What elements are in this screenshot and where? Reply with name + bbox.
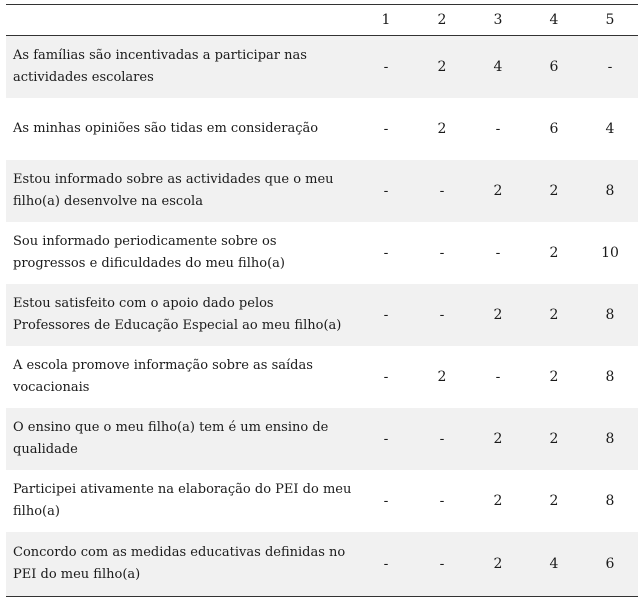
question-cell: Sou informado periodicamente sobre os progressos e dificuldades do meu filho(a) <box>13 234 285 271</box>
value-cell: 2 <box>437 369 447 385</box>
survey-table-container <box>6 4 638 597</box>
value-cell: - <box>414 160 470 222</box>
value-cell: - <box>414 408 470 470</box>
value-cell: 10 <box>601 245 619 261</box>
table-row <box>6 532 638 597</box>
table-row <box>6 470 638 532</box>
value-cell: 6 <box>526 36 582 99</box>
value-cell: 2 <box>414 36 470 99</box>
value-cell: - <box>439 245 445 261</box>
value-cell: 4 <box>470 36 526 99</box>
value-cell: - <box>383 493 389 509</box>
value-cell: - <box>358 408 414 470</box>
value-cell: - <box>358 532 414 597</box>
value-cell: - <box>383 369 389 385</box>
value-cell: 2 <box>470 160 526 222</box>
value-cell: - <box>358 160 414 222</box>
header-question-column <box>6 5 358 36</box>
value-cell: - <box>414 532 470 597</box>
value-cell: 2 <box>526 284 582 346</box>
table-row <box>6 346 638 408</box>
header-scale-2: 2 <box>414 5 470 36</box>
table-body <box>6 36 638 597</box>
question-cell: Participei ativamente na elaboração do PEI do meu filho(a) <box>13 482 352 519</box>
value-cell: 8 <box>582 160 638 222</box>
question-cell: Concordo com as medidas educativas definidas no PEI do meu filho(a) <box>6 532 358 597</box>
value-cell: - <box>495 245 501 261</box>
value-cell: - <box>358 36 414 99</box>
value-cell: 2 <box>470 284 526 346</box>
value-cell: 2 <box>437 121 447 137</box>
value-cell: 2 <box>549 245 559 261</box>
question-cell: A escola promove informação sobre as saídas vocacionais <box>13 358 313 395</box>
question-cell: As famílias são incentivadas a participar nas actividades escolares <box>6 36 358 99</box>
value-cell: - <box>383 121 389 137</box>
table-row <box>6 408 638 470</box>
value-cell: - <box>383 245 389 261</box>
table-row <box>6 284 638 346</box>
value-cell: 2 <box>470 408 526 470</box>
value-cell: - <box>358 284 414 346</box>
header-scale-4: 4 <box>526 5 582 36</box>
header-row <box>6 5 638 36</box>
value-cell: 4 <box>526 532 582 597</box>
value-cell: - <box>582 36 638 99</box>
value-cell: - <box>414 284 470 346</box>
question-cell: Estou satisfeito com o apoio dado pelos Professores de Educação Especial ao meu filho(a) <box>6 284 358 346</box>
value-cell: 4 <box>605 121 615 137</box>
value-cell: 8 <box>605 369 615 385</box>
table-row <box>6 98 638 160</box>
table-header <box>6 5 638 36</box>
header-scale-3: 3 <box>470 5 526 36</box>
value-cell: 2 <box>526 160 582 222</box>
question-cell: Estou informado sobre as actividades que o meu filho(a) desenvolve na escola <box>6 160 358 222</box>
value-cell: 6 <box>582 532 638 597</box>
table-row <box>6 222 638 284</box>
value-cell: 8 <box>582 408 638 470</box>
survey-table <box>6 4 638 597</box>
value-cell: - <box>495 121 501 137</box>
value-cell: 2 <box>493 493 503 509</box>
value-cell: 2 <box>549 493 559 509</box>
value-cell: - <box>439 493 445 509</box>
header-scale-1: 1 <box>358 5 414 36</box>
question-cell: As minhas opiniões são tidas em consideração <box>13 121 319 136</box>
table-row <box>6 36 638 99</box>
question-cell: O ensino que o meu filho(a) tem é um ensino de qualidade <box>6 408 358 470</box>
value-cell: 2 <box>470 532 526 597</box>
value-cell: 2 <box>526 408 582 470</box>
value-cell: - <box>495 369 501 385</box>
value-cell: 8 <box>582 284 638 346</box>
value-cell: 2 <box>549 369 559 385</box>
value-cell: 8 <box>605 493 615 509</box>
value-cell: 6 <box>549 121 559 137</box>
header-scale-5: 5 <box>582 5 638 36</box>
table-row <box>6 160 638 222</box>
